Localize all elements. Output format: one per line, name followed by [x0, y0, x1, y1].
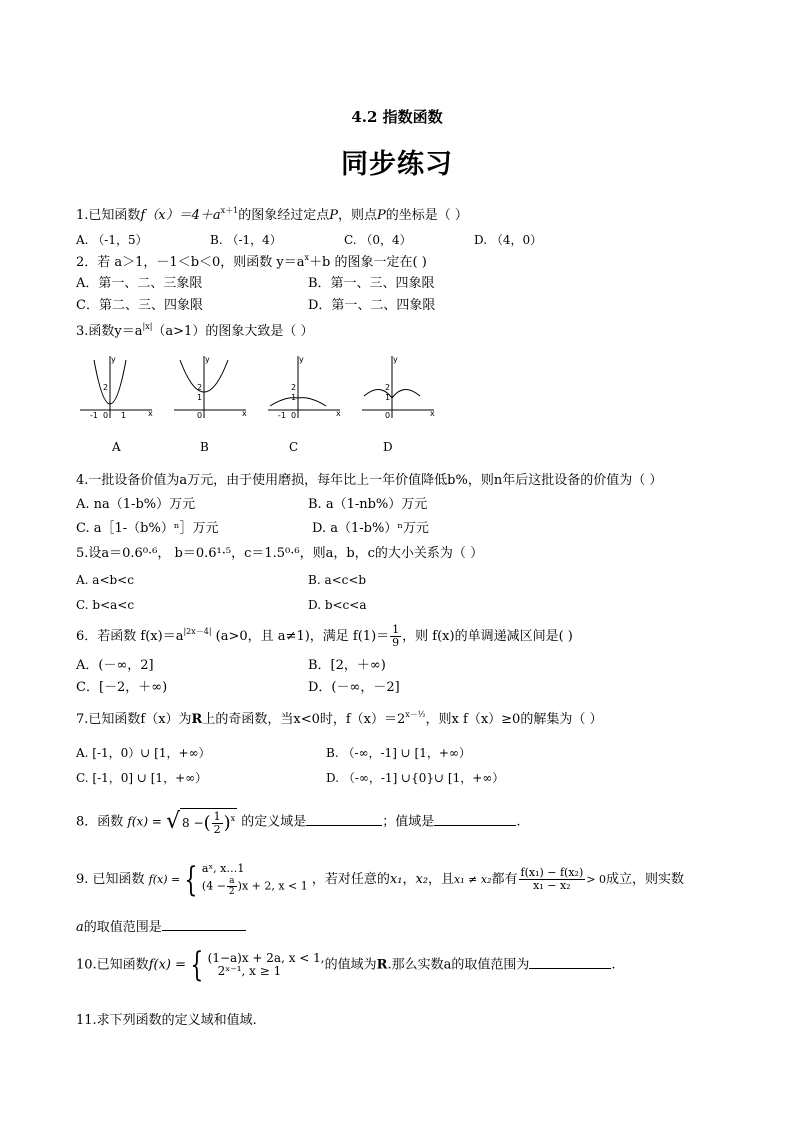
graph-d-x-label: x	[430, 409, 435, 418]
q6-option-a: A．(－∞，2]	[76, 658, 154, 673]
graph-d-tick-1: 1	[385, 393, 391, 402]
graph-c-y-label: y	[299, 355, 304, 364]
q3-option-c: C	[289, 440, 299, 454]
graph-c-tick-neg: -1	[278, 411, 286, 420]
q10-cases: (1−a)x + 2a, x < 1, 2ˣ⁻¹, x ≥ 1	[207, 951, 325, 978]
q1-option-b: B. （-1，4）	[210, 233, 282, 247]
graph-a-y-label: y	[111, 355, 116, 364]
q2-option-a: A．第一、二、三象限	[76, 276, 203, 291]
graph-d-y-label: y	[393, 355, 398, 364]
q4-option-c: C. a［1-（b%）ⁿ］万元	[76, 521, 219, 536]
graph-d-tick-2: 2	[385, 383, 391, 392]
graph-b-tick-zero: 0	[197, 411, 203, 420]
q3-option-b: B	[200, 440, 209, 454]
page-title: 同步练习	[341, 149, 453, 180]
q6-fraction: $\frac{1}{9}$	[392, 623, 400, 649]
graph-c	[268, 355, 341, 420]
question-4-stem: 4.一批设备价值为a万元，由于使用磨损，每年比上一年价值降低b%，则n年后这批设备的价值为（ ）	[76, 473, 663, 488]
graph-a-tick-neg: -1	[90, 411, 98, 420]
q1-option-c: C. （0，4）	[344, 233, 412, 247]
question-6-stem: 6．若函数 $f(x)=a^{|2x-4|}$ (a>0，且 a≠1)，满足 f(1)＝ $\frac{1}{9}$ ，则 f(x)的单调递减区间是( )	[76, 623, 573, 649]
graph-a-x-label: x	[148, 409, 153, 418]
q7-option-c: C. [-1，0] ∪ [1，+∞）	[76, 771, 208, 785]
brace: {	[184, 859, 198, 900]
q5-option-b: B. a<c<b	[308, 573, 367, 587]
question-7-stem: 7.已知函数f（x）为R上的奇函数，当x<0时，$f(x)=2^{x-\frac{1}{2}}$，则x f（x）≥0的解集为（ ）	[76, 710, 603, 727]
graph-d-tick-zero: 0	[385, 411, 391, 420]
q1-option-d: D. （4，0）	[474, 233, 543, 247]
q5-option-a: A. a<b<c	[76, 573, 134, 587]
brace: {	[190, 945, 204, 985]
q6-option-b: B．[2，＋∞)	[308, 658, 386, 673]
q2-option-c: C．第二、三、四象限	[76, 298, 203, 313]
q5-option-d: D. b<c<a	[308, 598, 367, 612]
q5-option-c: C. b<a<c	[76, 598, 135, 612]
question-number: 1.	[76, 208, 89, 223]
graph-c-x-label: x	[336, 409, 341, 418]
graph-a	[80, 355, 153, 420]
graph-b-tick-2: 2	[197, 383, 203, 392]
q2-option-b: B．第一、三、四象限	[308, 276, 435, 291]
q7-option-d: D. （-∞，-1] ∪{0}∪ [1，+∞）	[326, 771, 505, 785]
question-8-stem: 8．函数 f(x) = √ 8 −( $\frac{1}{2}$ )$^x$ 的定义域是 ；值域是 .	[76, 809, 521, 836]
graph-d	[362, 355, 435, 420]
q3-graph-set	[76, 352, 446, 432]
sqrt-expression: √ 8 −( $\frac{1}{2}$ )$^x$	[166, 809, 236, 836]
question-11-stem: 11.求下列函数的定义域和值域.	[76, 1013, 257, 1028]
graph-b-y-label: y	[205, 355, 210, 364]
question-1-stem: 1.已知函数$f(x)=4+a^{x+1}$的图象经过定点P，则点P的坐标是（ ）	[76, 206, 468, 223]
question-5-stem: 5.设a＝0.6⁰·⁶， b＝0.6¹·⁵，c＝1.5⁰·⁶，则a，b，c的大小关系为（ ）	[76, 546, 484, 561]
graph-a-tick-zero: 0	[103, 411, 109, 420]
q4-option-a: A. na（1-b%）万元	[76, 497, 196, 512]
q4-option-d: D. a（1-b%）ⁿ万元	[312, 521, 429, 536]
q8-domain-blank[interactable]	[306, 813, 382, 826]
q3-option-a: A	[112, 440, 121, 454]
q9-answer-blank[interactable]	[162, 918, 246, 931]
graph-a-tick-1: 1	[121, 411, 127, 420]
q6-option-d: D．(－∞，－2]	[308, 680, 400, 695]
graph-c-tick-zero: 0	[291, 411, 297, 420]
q2-option-d: D．第一、二、四象限	[308, 298, 436, 313]
q9-condition-fraction: $\frac{\text{f(x₁) − f(x₂)}}{\text{x₁ − x₂}}$	[520, 866, 584, 892]
q6-option-c: C．[－2，＋∞)	[76, 680, 168, 695]
q9-cases: aˣ, x…1 (4 − $\frac{a}{2}$ )x + 2, x < 1	[201, 862, 308, 897]
question-9-line-2: a的取值范围是	[76, 918, 246, 936]
question-3-stem: 3.函数$y=a^{|x|}(a>1)$的图象大致是（ ）	[76, 322, 314, 339]
graph-b	[174, 355, 247, 420]
q7-option-a: A. [-1，0）∪ [1，+∞）	[76, 746, 211, 760]
graph-b-tick-1: 1	[197, 393, 203, 402]
q3-option-d: D	[383, 440, 393, 454]
question-2-stem: 2．若 a＞1，－1＜b＜0，则函数 $y=a^x+b$ 的图象一定在( )	[76, 253, 427, 270]
q7-option-b: B. （-∞，-1] ∪ [1，+∞）	[326, 746, 471, 760]
graph-c-tick-1: 1	[291, 393, 297, 402]
q10-answer-blank[interactable]	[529, 956, 611, 969]
graph-c-tick-2: 2	[291, 383, 297, 392]
q4-option-b: B. a（1-nb%）万元	[308, 497, 428, 512]
graph-a-tick-2: 2	[103, 383, 109, 392]
q8-range-blank[interactable]	[434, 813, 516, 826]
question-10-stem: 10.已知函数f(x) = { (1−a)x + 2a, x < 1, 2ˣ⁻¹, x ≥ 1 的值域为R.那么实数a的取值范围为 .	[76, 945, 616, 985]
section-heading: 4.2 指数函数	[351, 108, 443, 126]
question-9-stem: 9. 已知函数 f(x) = { aˣ, x…1 (4 − $\frac{a}{2}$ )x + 2, x < 1 ，若对任意的x₁，x₂，且x₁ ≠ x₂都有 $\frac{\text{f(x₁) − f(x₂)}}{\text{x₁ − x₂}}$ > 0成立，则实数	[76, 859, 684, 900]
q1-option-a: A. （-1，5）	[76, 233, 148, 247]
graph-b-x-label: x	[242, 409, 247, 418]
